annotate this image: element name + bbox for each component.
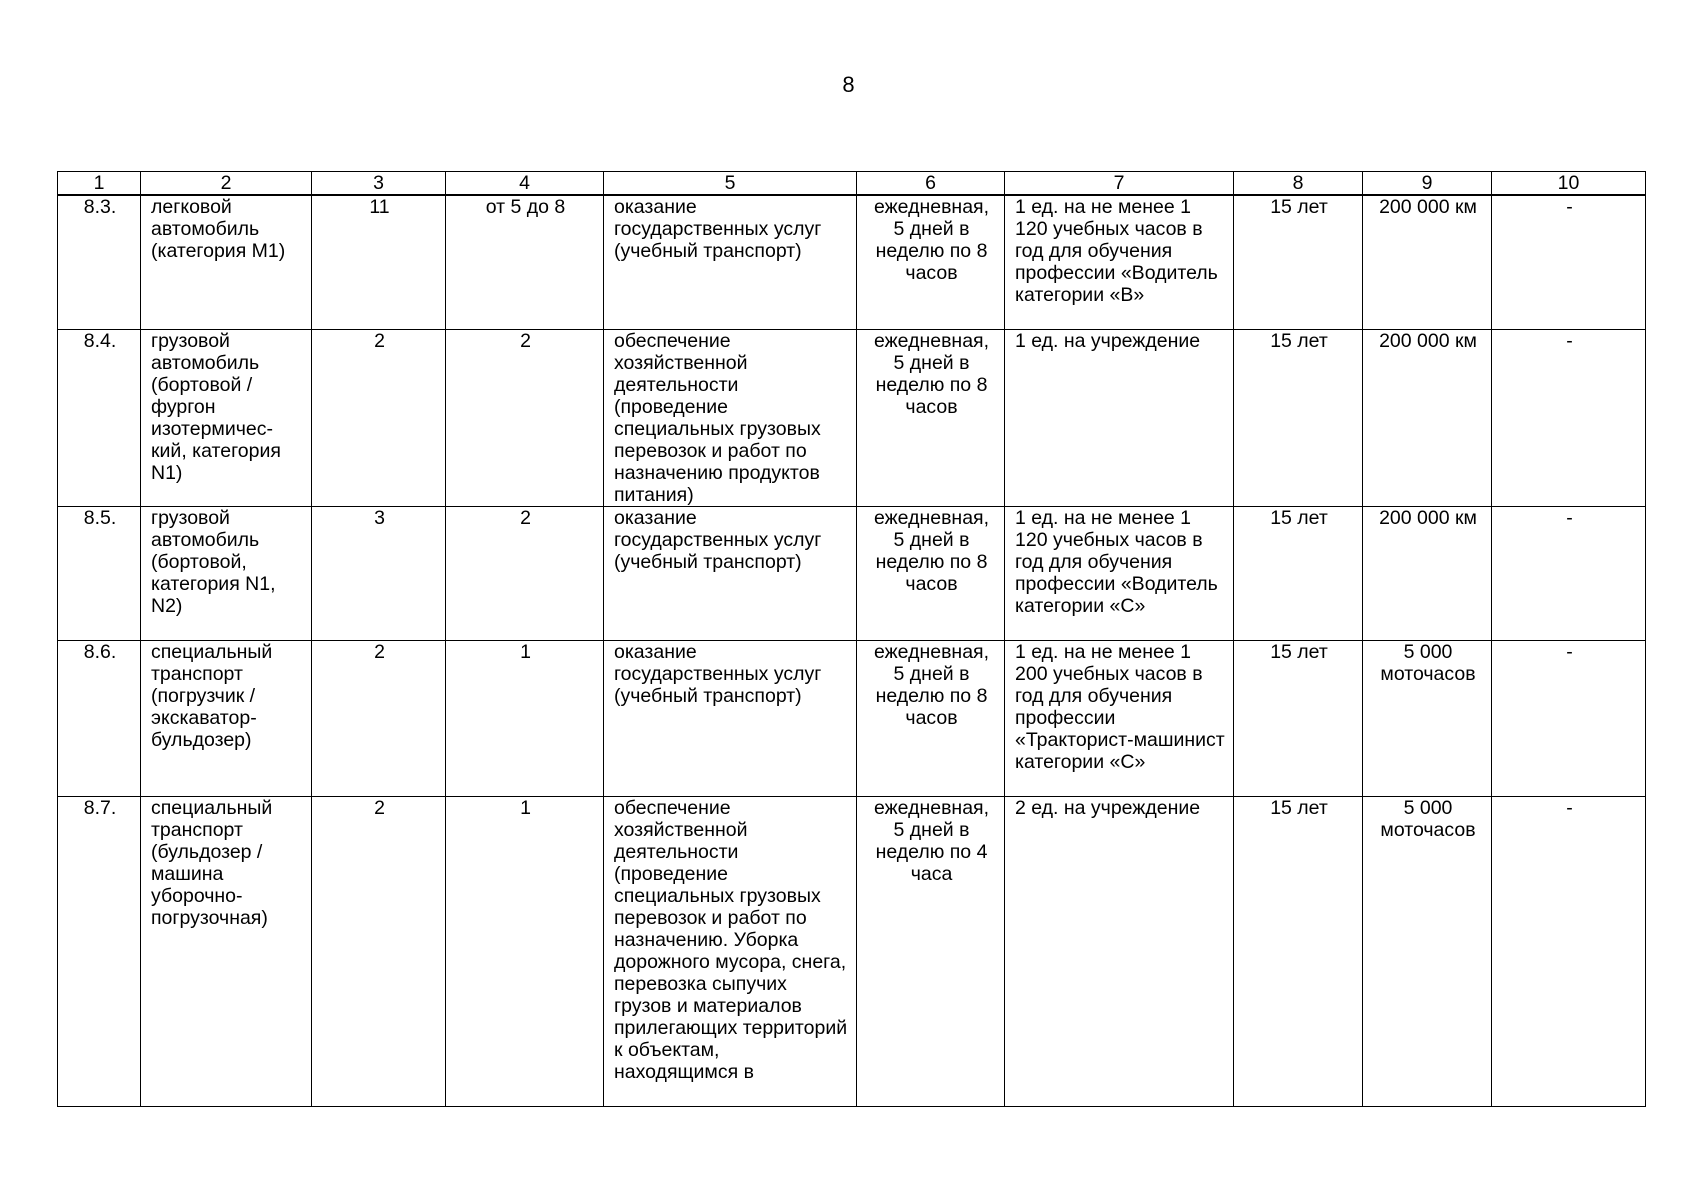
usage-mode-cell: ежедневная, 5 дней в неделю по 4 часа <box>857 797 1005 1107</box>
col4-cell: 2 <box>446 507 604 641</box>
table-row <box>58 507 1646 641</box>
mileage-cell: 200 000 км <box>1363 330 1492 507</box>
column-header-4: 4 <box>446 172 604 196</box>
page-number: 8 <box>842 72 855 97</box>
col3-cell: 2 <box>312 641 446 797</box>
table-row <box>58 797 1646 1107</box>
row-number-cell: 8.3. <box>58 195 141 330</box>
col4-cell: 2 <box>446 330 604 507</box>
column-header-1: 1 <box>58 172 141 196</box>
table-header-row <box>58 172 1646 196</box>
purpose-cell: оказание государственных услуг (учебный транспорт) <box>604 507 857 641</box>
vehicle-type-cell: грузовой автомобиль (бортовой / фургон изотермичес-кий, категория N1) <box>141 330 312 507</box>
column-header-3: 3 <box>312 172 446 196</box>
norm-cell: 2 ед. на учреждение <box>1005 797 1234 1107</box>
mileage-cell: 5 000 моточасов <box>1363 797 1492 1107</box>
mileage-cell: 5 000 моточасов <box>1363 641 1492 797</box>
service-life-cell: 15 лет <box>1234 641 1363 797</box>
column-header-2: 2 <box>141 172 312 196</box>
usage-mode-cell: ежедневная, 5 дней в неделю по 8 часов <box>857 641 1005 797</box>
norm-cell: 1 ед. на не менее 1 120 учебных часов в год для обучения профессии «Водитель категории «С» <box>1005 507 1234 641</box>
column-header-7: 7 <box>1005 172 1234 196</box>
vehicle-type-cell: легковой автомобиль (категория М1) <box>141 195 312 330</box>
purpose-cell: обеспечение хозяйственной деятельности (проведение специальных грузовых перевозок и работ по назначению продуктов питания) <box>604 330 857 507</box>
vehicle-type-cell: специальный транспорт (бульдозер / машина уборочно-погрузочная) <box>141 797 312 1107</box>
purpose-cell: обеспечение хозяйственной деятельности (проведение специальных грузовых перевозок и работ по назначению. Уборка дорожного мусора, снега, перевозка сыпучих грузов и материалов прилегающих территорий к объектам, находящимся в <box>604 797 857 1107</box>
service-life-cell: 15 лет <box>1234 797 1363 1107</box>
table-row <box>58 641 1646 797</box>
mileage-cell: 200 000 км <box>1363 507 1492 641</box>
usage-mode-cell: ежедневная, 5 дней в неделю по 8 часов <box>857 507 1005 641</box>
table-row <box>58 330 1646 507</box>
service-life-cell: 15 лет <box>1234 195 1363 330</box>
row-number-cell: 8.4. <box>58 330 141 507</box>
col10-cell: - <box>1492 507 1646 641</box>
column-header-9: 9 <box>1363 172 1492 196</box>
row-number-cell: 8.6. <box>58 641 141 797</box>
service-life-cell: 15 лет <box>1234 330 1363 507</box>
col3-cell: 2 <box>312 797 446 1107</box>
row-number-cell: 8.7. <box>58 797 141 1107</box>
col10-cell: - <box>1492 195 1646 330</box>
column-header-8: 8 <box>1234 172 1363 196</box>
col4-cell: от 5 до 8 <box>446 195 604 330</box>
col3-cell: 11 <box>312 195 446 330</box>
usage-mode-cell: ежедневная, 5 дней в неделю по 8 часов <box>857 195 1005 330</box>
purpose-cell: оказание государственных услуг (учебный транспорт) <box>604 195 857 330</box>
col4-cell: 1 <box>446 797 604 1107</box>
column-header-10: 10 <box>1492 172 1646 196</box>
col10-cell: - <box>1492 330 1646 507</box>
col3-cell: 2 <box>312 330 446 507</box>
table-row <box>58 195 1646 330</box>
vehicle-type-cell: специальный транспорт (погрузчик / экскаватор-бульдозер) <box>141 641 312 797</box>
col4-cell: 1 <box>446 641 604 797</box>
vehicle-type-cell: грузовой автомобиль (бортовой, категория N1, N2) <box>141 507 312 641</box>
column-header-5: 5 <box>604 172 857 196</box>
norm-cell: 1 ед. на учреждение <box>1005 330 1234 507</box>
usage-mode-cell: ежедневная, 5 дней в неделю по 8 часов <box>857 330 1005 507</box>
vehicle-norms-table <box>57 171 1646 1107</box>
col10-cell: - <box>1492 641 1646 797</box>
norm-cell: 1 ед. на не менее 1 200 учебных часов в год для обучения профессии «Тракторист-машинист категории «С» <box>1005 641 1234 797</box>
service-life-cell: 15 лет <box>1234 507 1363 641</box>
column-header-6: 6 <box>857 172 1005 196</box>
norm-cell: 1 ед. на не менее 1 120 учебных часов в год для обучения профессии «Водитель категории «В» <box>1005 195 1234 330</box>
mileage-cell: 200 000 км <box>1363 195 1492 330</box>
purpose-cell: оказание государственных услуг (учебный транспорт) <box>604 641 857 797</box>
row-number-cell: 8.5. <box>58 507 141 641</box>
col10-cell: - <box>1492 797 1646 1107</box>
col3-cell: 3 <box>312 507 446 641</box>
